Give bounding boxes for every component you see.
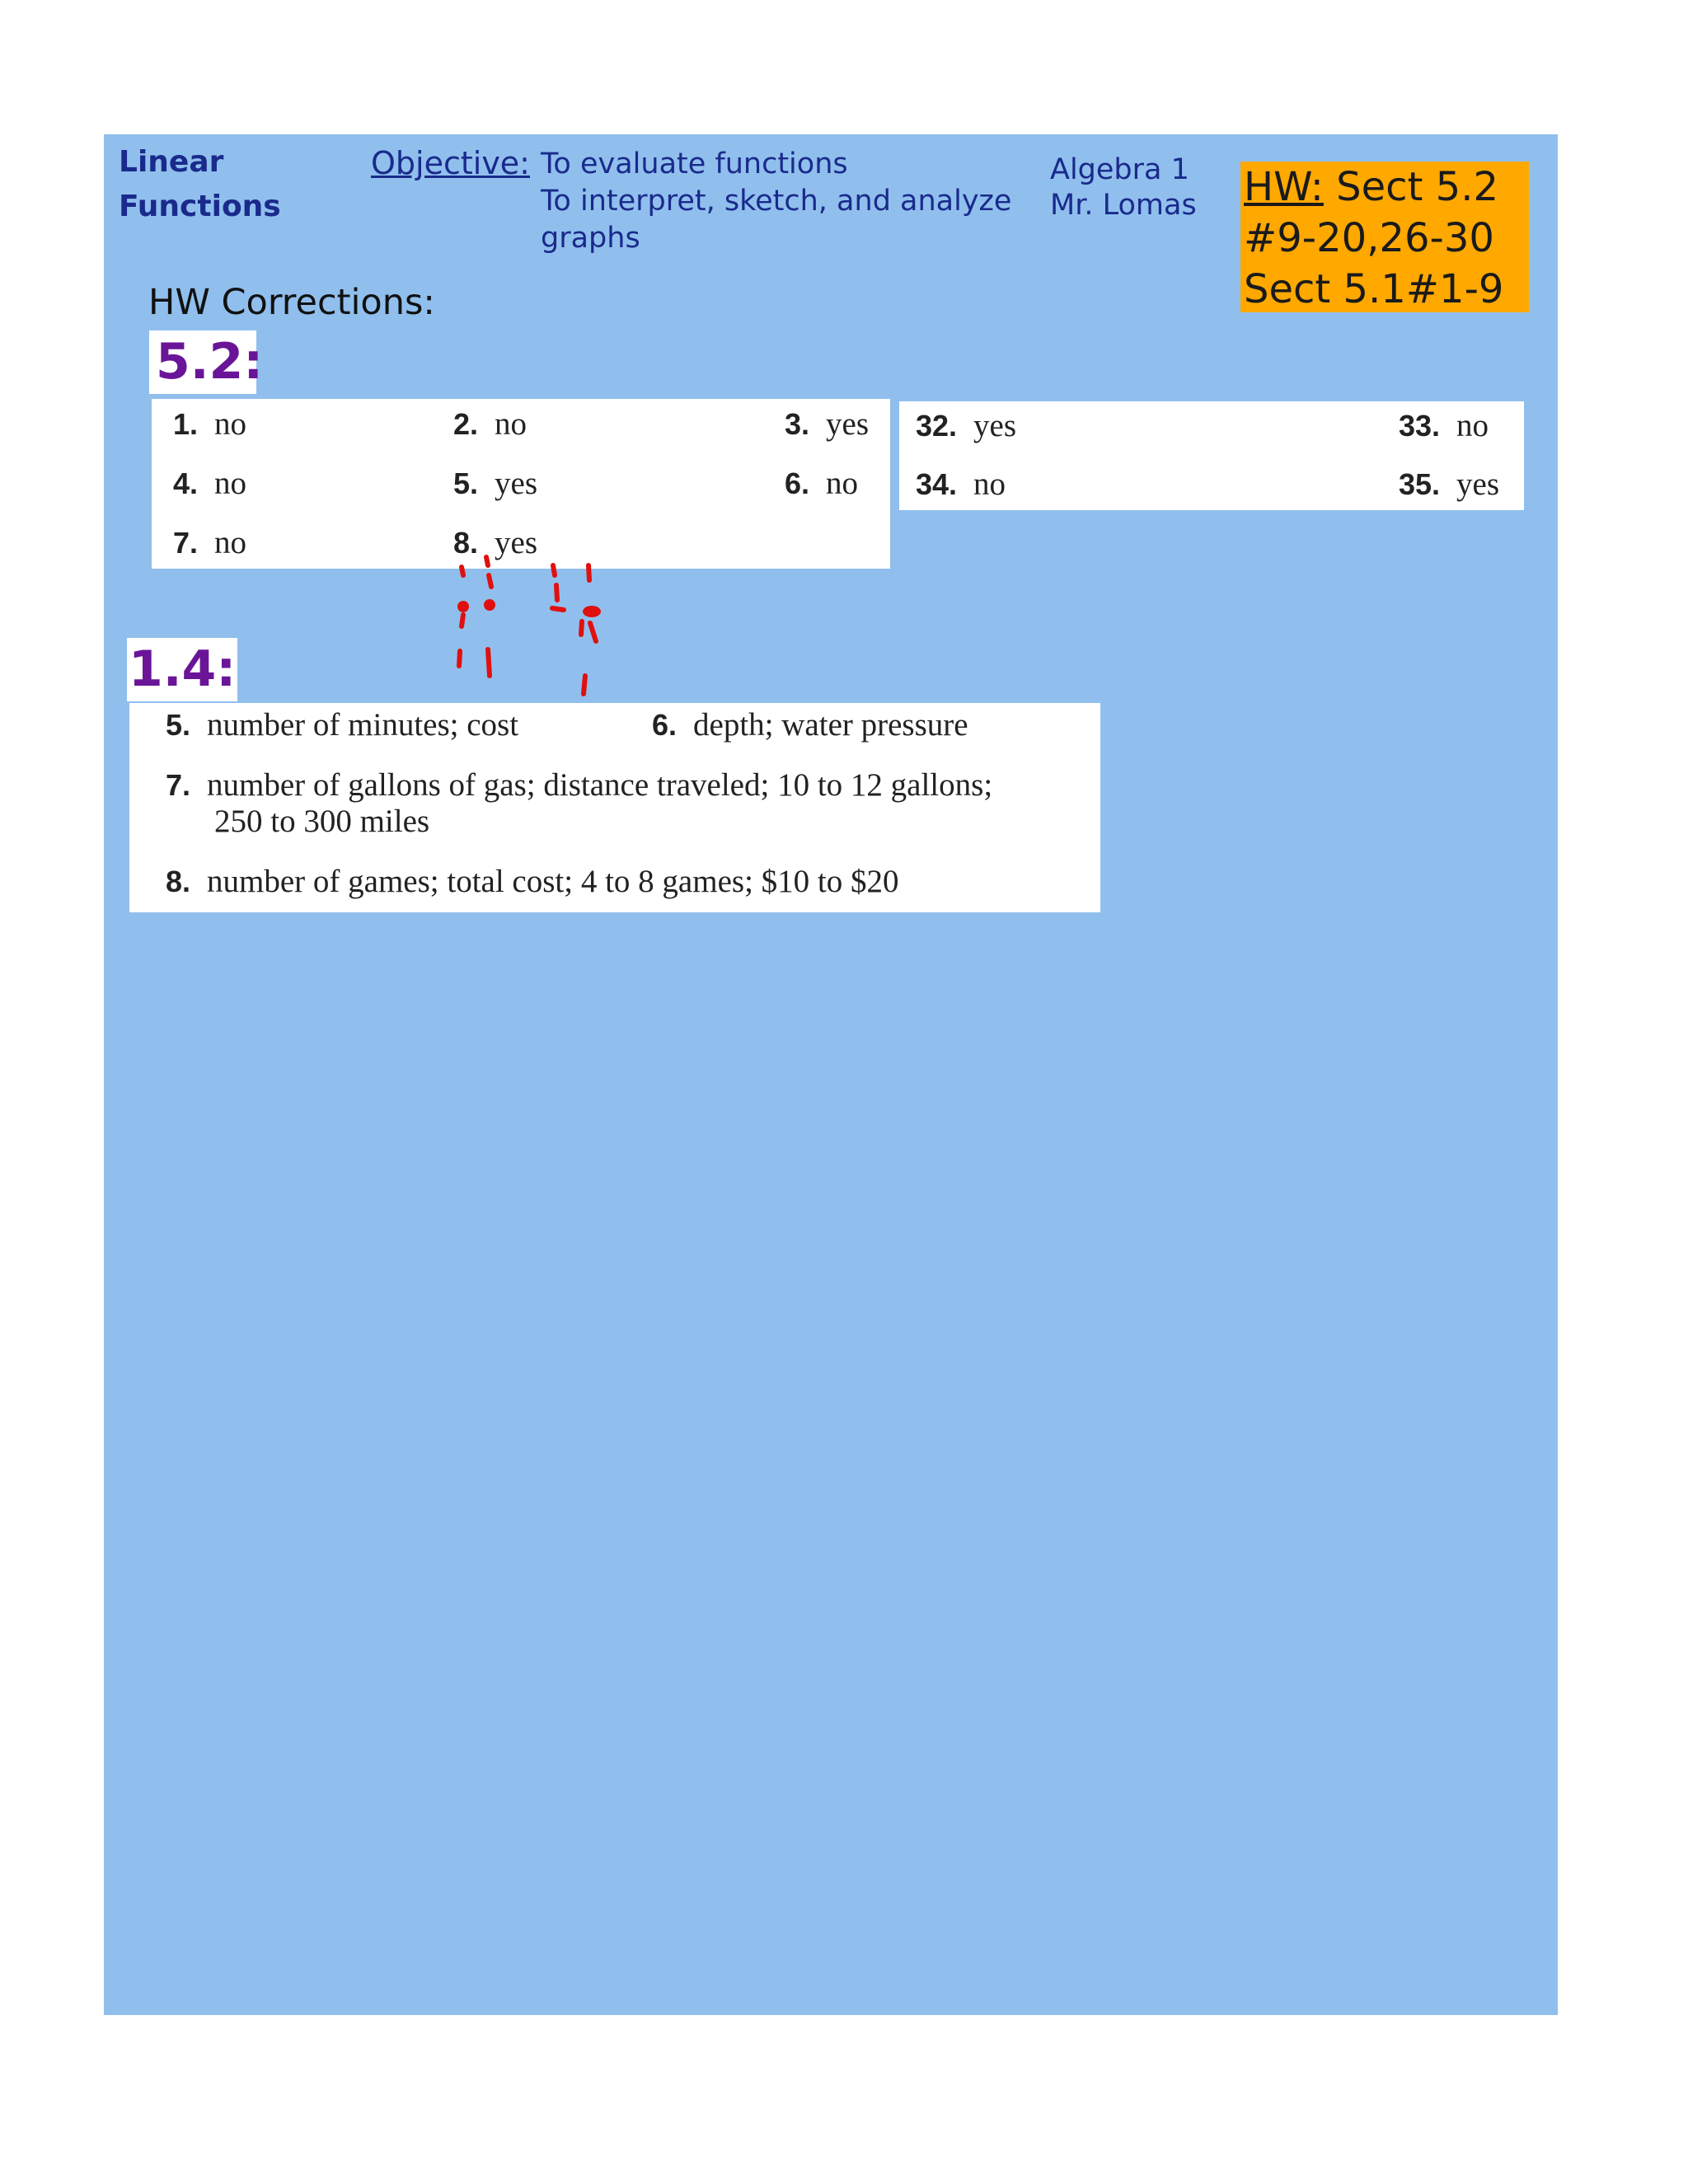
answer-item: 35. yes bbox=[1399, 466, 1500, 502]
handwritten-annotation-marks bbox=[445, 552, 626, 701]
answer-item: 5. number of minutes; cost bbox=[166, 707, 519, 743]
answers-5-2-right bbox=[899, 401, 1524, 510]
red-dash bbox=[553, 565, 555, 575]
answer-item: 34. no bbox=[916, 466, 1006, 502]
answer-item: 7. number of gallons of gas; distance traveled; 10 to 12 gallons; bbox=[166, 767, 993, 803]
red-dash bbox=[489, 575, 491, 587]
hw-line-1 bbox=[1244, 162, 1526, 213]
red-dash bbox=[459, 651, 460, 666]
red-dash bbox=[462, 615, 463, 626]
answer-item-continued: 250 to 300 miles bbox=[214, 804, 430, 839]
answer-item: 6. no bbox=[785, 466, 859, 501]
red-dot bbox=[583, 606, 601, 617]
section-label-5-2: 5.2: bbox=[149, 330, 256, 394]
answer-item: 2. no bbox=[453, 406, 528, 442]
homework-box bbox=[1240, 162, 1529, 312]
answer-item: 1. no bbox=[173, 406, 247, 442]
objective-text bbox=[541, 146, 1011, 257]
answer-item: 32. yes bbox=[916, 408, 1017, 443]
answer-item: 8. number of games; total cost; 4 to 8 games; $10 to $20 bbox=[166, 864, 899, 899]
objective-line-2: To interpret, sketch, and analyze bbox=[541, 185, 1012, 218]
answer-item: 5. yes bbox=[453, 466, 538, 501]
red-dash bbox=[462, 567, 463, 575]
red-dash bbox=[556, 585, 557, 600]
answer-item: 8. yes bbox=[453, 525, 538, 560]
answer-item: 33. no bbox=[1399, 408, 1489, 443]
hw-line-1-rest: Sect 5.2 bbox=[1323, 164, 1498, 210]
answers-1-4 bbox=[129, 703, 1100, 912]
hw-label: HW: bbox=[1244, 164, 1324, 210]
course-info bbox=[1050, 152, 1197, 223]
topic-line-1: Linear bbox=[119, 145, 224, 179]
red-dot bbox=[457, 601, 469, 612]
corrections-title: HW Corrections: bbox=[148, 282, 435, 323]
answer-item: 4. no bbox=[173, 466, 247, 501]
objective-line-1: To evaluate functions bbox=[541, 148, 848, 180]
red-dash bbox=[581, 621, 582, 635]
red-dash bbox=[552, 608, 564, 610]
red-dash bbox=[584, 676, 585, 694]
answer-item: 3. yes bbox=[785, 406, 870, 442]
hw-line-2: #9-20,26-30 bbox=[1244, 215, 1494, 261]
course-name: Algebra 1 bbox=[1050, 153, 1189, 186]
objective-label: Objective: bbox=[371, 145, 530, 181]
red-dash bbox=[588, 565, 589, 580]
red-dot bbox=[484, 599, 495, 611]
section-label-1-4: 1.4: bbox=[127, 638, 237, 701]
red-dash bbox=[488, 649, 490, 676]
red-dash bbox=[486, 557, 488, 565]
topic-title bbox=[119, 140, 281, 229]
teacher-name: Mr. Lomas bbox=[1050, 189, 1197, 222]
topic-line-2: Functions bbox=[119, 190, 281, 223]
answer-item: 6. depth; water pressure bbox=[652, 707, 968, 743]
answer-item: 7. no bbox=[173, 525, 247, 560]
hw-line-3: Sect 5.1#1-9 bbox=[1244, 266, 1504, 312]
objective-line-3: graphs bbox=[541, 222, 640, 255]
red-dash bbox=[590, 623, 596, 641]
answers-5-2-left bbox=[152, 399, 890, 569]
